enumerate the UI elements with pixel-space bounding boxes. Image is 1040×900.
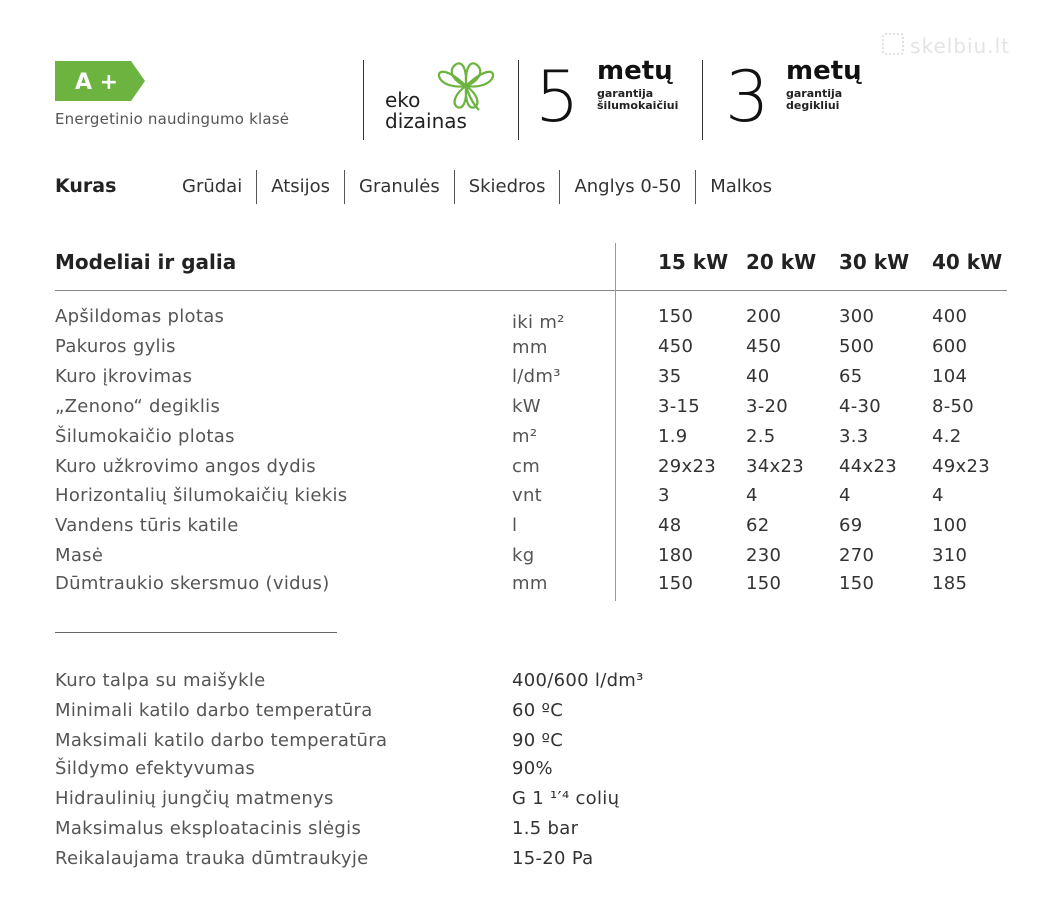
row-value: 40 [746, 366, 770, 387]
warranty-burner-word: metų [786, 56, 862, 86]
row-value: 200 [746, 306, 782, 327]
fuel-title: Kuras [55, 175, 117, 197]
spec-value: 15-20 Pa [512, 848, 594, 869]
table-divider [55, 290, 1007, 291]
row-value: 100 [932, 515, 968, 536]
spec-label: Maksimali katilo darbo temperatūra [55, 730, 388, 751]
row-value: 600 [932, 336, 968, 357]
row-label: Šilumokaičio plotas [55, 426, 235, 447]
row-value: 34x23 [746, 456, 804, 477]
row-value: 44x23 [839, 456, 897, 477]
row-value: 4 [932, 485, 944, 506]
row-label: „Zenono“ degiklis [55, 396, 221, 417]
warranty-exchanger-word: metų [597, 56, 673, 86]
row-unit: l [512, 515, 518, 536]
row-value: 49x23 [932, 456, 990, 477]
row-label: Horizontalių šilumokaičių kiekis [55, 485, 348, 506]
power-header-20kw: 20 kW [746, 250, 817, 274]
row-unit: vnt [512, 485, 543, 506]
row-value: 104 [932, 366, 968, 387]
row-value: 150 [658, 573, 694, 594]
row-unit: m² [512, 426, 538, 447]
row-value: 48 [658, 515, 682, 536]
spec-value: G 1 ¹′⁴ colių [512, 788, 620, 809]
row-value: 1.9 [658, 426, 688, 447]
row-value: 185 [932, 573, 968, 594]
section-divider [55, 632, 337, 633]
warranty-burner-note-line1: garantija [786, 87, 843, 100]
row-unit: mm [512, 573, 548, 594]
fuel-item-malkos: Malkos [695, 170, 786, 204]
warranty-burner-note-line2: degikliui [786, 99, 840, 112]
row-value: 180 [658, 545, 694, 566]
fuel-item-skiedros: Skiedros [454, 170, 560, 204]
row-value: 3-20 [746, 396, 789, 417]
row-value: 270 [839, 545, 875, 566]
warranty-burner-note [786, 88, 842, 112]
row-value: 3 [658, 485, 670, 506]
row-value: 65 [839, 366, 863, 387]
row-label: Masė [55, 545, 104, 566]
row-value: 35 [658, 366, 682, 387]
row-value: 450 [746, 336, 782, 357]
clover-icon [433, 60, 499, 112]
spec-label: Hidraulinių jungčių matmenys [55, 788, 334, 809]
row-value: 310 [932, 545, 968, 566]
spec-value: 90 ºC [512, 730, 564, 751]
row-label: Vandens tūris katile [55, 515, 239, 536]
watermark-text: skelbiu.lt [910, 34, 1010, 58]
row-value: 150 [839, 573, 875, 594]
row-label: Pakuros gylis [55, 336, 176, 357]
divider [518, 60, 519, 140]
row-value: 150 [658, 306, 694, 327]
row-unit: kg [512, 545, 535, 566]
watermark-icon [882, 33, 904, 55]
spec-label: Kuro talpa su maišykle [55, 670, 266, 691]
energy-class-label: Energetinio naudingumo klasė [55, 110, 290, 128]
row-label: Dūmtraukio skersmuo (vidus) [55, 573, 330, 594]
spec-value: 400/600 l/dm³ [512, 670, 644, 691]
row-value: 62 [746, 515, 770, 536]
spec-label: Šildymo efektyvumas [55, 758, 256, 779]
fuel-item-granules: Granulės [344, 170, 454, 204]
table-column-divider [615, 243, 616, 601]
fuel-list [168, 170, 786, 204]
row-value: 4-30 [839, 396, 882, 417]
spec-value: 90% [512, 758, 553, 779]
eco-design-line1: eko [385, 88, 421, 112]
warranty-exchanger-note-line2: šilumokaičiui [597, 99, 679, 112]
row-unit: l/dm³ [512, 366, 561, 387]
row-label: Apšildomas plotas [55, 306, 225, 327]
fuel-item-anglys: Anglys 0-50 [559, 170, 695, 204]
row-unit: kW [512, 396, 541, 417]
power-header-30kw: 30 kW [839, 250, 910, 274]
divider [702, 60, 703, 140]
row-value: 4 [746, 485, 758, 506]
spec-label: Maksimalus eksploatacinis slėgis [55, 818, 362, 839]
warranty-exchanger-note-line1: garantija [597, 87, 654, 100]
row-value: 69 [839, 515, 863, 536]
warranty-burner-years: 3 [725, 56, 770, 138]
energy-class-badge [55, 61, 145, 101]
spec-label: Reikalaujama trauka dūmtraukyje [55, 848, 369, 869]
row-label: Kuro įkrovimas [55, 366, 193, 387]
row-value: 400 [932, 306, 968, 327]
row-value: 500 [839, 336, 875, 357]
fuel-item-grudai: Grūdai [182, 176, 243, 197]
row-value: 150 [746, 573, 782, 594]
divider [363, 60, 364, 140]
row-value: 3-15 [658, 396, 701, 417]
spec-value: 60 ºC [512, 700, 564, 721]
energy-badge-text: A + [75, 70, 119, 95]
row-value: 4 [839, 485, 851, 506]
fuel-item-atsijos: Atsijos [256, 170, 344, 204]
row-value: 2.5 [746, 426, 776, 447]
row-value: 230 [746, 545, 782, 566]
row-value: 450 [658, 336, 694, 357]
spec-value: 1.5 bar [512, 818, 579, 839]
warranty-exchanger-note [597, 88, 678, 112]
row-unit: mm [512, 337, 548, 358]
watermark [882, 33, 1010, 58]
row-value: 8-50 [932, 396, 975, 417]
row-value: 29x23 [658, 456, 716, 477]
row-value: 4.2 [932, 426, 962, 447]
row-unit: cm [512, 456, 541, 477]
row-value: 300 [839, 306, 875, 327]
row-value: 3.3 [839, 426, 869, 447]
row-unit: iki m² [512, 312, 565, 333]
row-label: Kuro užkrovimo angos dydis [55, 456, 316, 477]
power-header-15kw: 15 kW [658, 250, 729, 274]
warranty-exchanger-years: 5 [535, 56, 580, 138]
spec-label: Minimali katilo darbo temperatūra [55, 700, 373, 721]
models-table-title: Modeliai ir galia [55, 250, 237, 274]
power-header-40kw: 40 kW [932, 250, 1003, 274]
eco-design-line2: dizainas [385, 109, 467, 133]
